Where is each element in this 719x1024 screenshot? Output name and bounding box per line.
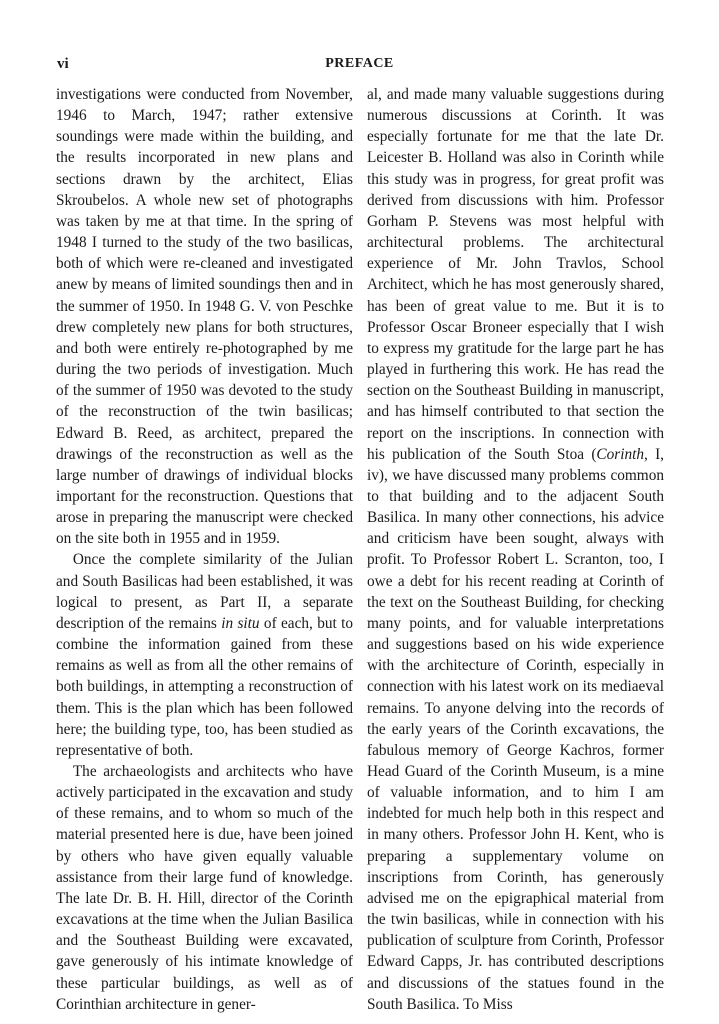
- paragraph-text: Once the complete similarity of the Julian and South Basilicas had been established, it was logical to present, as Part II, a separate description of the remains: [56, 551, 353, 632]
- paragraph-continued: [367, 84, 664, 1015]
- paragraph-text: I, iv), we have discussed many problems common to that building and to the adjacent South Basilica. In many other connections, his advice and criticism have been sought, always with profit. To Professor Robert L. Scranton, too, I owe a debt for his recent reading at Corinth of the text on the Southeast Building, for checking many points, and for valuable interpretations and suggestions based on his wide experience with the architecture of Corinth, especially in connection with his latest work on its mediaeval remains. To anyone delving into the records of the early years of the Corinth excavations, the fabulous memory of George Kachros, former Head Guard of the Corinth Museum, is a mine of valuable information, and to him I am indebted for much help both in this respect and in many others. Professor John H. Kent, who is preparing a supplementary volume on inscriptions from Corinth, has generously advised me on the epigraphical material from the twin basilicas, while in connection with his publication of sculpture from Corinth, Professor Edward Capps, Jr. has contributed descriptions and discussions of the statues found in the South Basilica. To Miss: [367, 445, 664, 1013]
- page-number: vi: [57, 56, 69, 72]
- paragraph-continued: investigations were conducted from November, 1946 to March, 1947; rather extensive soundings were made within the building, and the results incorporated in new plans and sections drawn by the architect, Elias Skroubelos. A whole new set of photographs was taken by me at that time. In the spring of 1948 I turned to the study of the two basilicas, both of which were re-cleaned and investigated anew by means of limited soundings then and in the summer of 1950. In 1948 G. V. von Peschke drew completely new plans for both structures, and both were entirely re-photographed by me during the two periods of investigation. Much of the summer of 1950 was devoted to the study of the reconstruction of the twin basilicas; Edward B. Reed, as architect, prepared the drawings of the reconstruction as well as the large number of drawings of individual blocks important for the reconstruction. Questions that arose in preparing the manuscript were checked on the site both in 1955 and in 1959.: [56, 86, 353, 548]
- right-column: [367, 84, 664, 1015]
- left-column: [56, 84, 353, 1015]
- paragraph-text: of each, but to combine the information gained from these remains as well as from all the other remains of both buildings, in attempting a reconstruction of them. This is the plan which has been followed here; the building type, too, has been studied as representative of both.: [56, 614, 354, 759]
- paragraph-text: al, and made many valuable suggestions during numerous discussions at Corinth. It was especially fortunate for me that the late Dr. Leicester B. Holland was also in Corinth while this study was in progress, for great profit was derived from discussions with him. Professor Gorham P. Stevens was most helpful with architectural problems. The architectural experience of Mr. John Travlos, School Architect, which he has most generously shared, has been of great value to me. But it is to Professor Oscar Broneer especially that I wish to express my gratitude for the large part he has played in furthering this work. He has read the section on the Southeast Building in manuscript, and has himself contributed to that section the report on the inscriptions. In connection with his publication of the South Stoa (: [367, 86, 664, 463]
- running-title: PREFACE: [325, 56, 394, 71]
- italic-term: in situ: [221, 614, 260, 632]
- paragraph-plan: [56, 549, 353, 761]
- paragraph-acknowledgments: The archaeologists and architects who have actively participated in the excavation and study of these remains, and to whom so much of the material presented here is due, have been joined by others who have given equally valuable assistance from their large fund of knowledge. The late Dr. B. H. Hill, director of the Corinth excavations at the time when the Julian Basilica and the Southeast Building were excavated, gave generously of his intimate knowledge of these particular buildings, as well as of Corinthian architecture in gener-: [56, 763, 353, 1013]
- italic-title: Corinth,: [596, 445, 648, 463]
